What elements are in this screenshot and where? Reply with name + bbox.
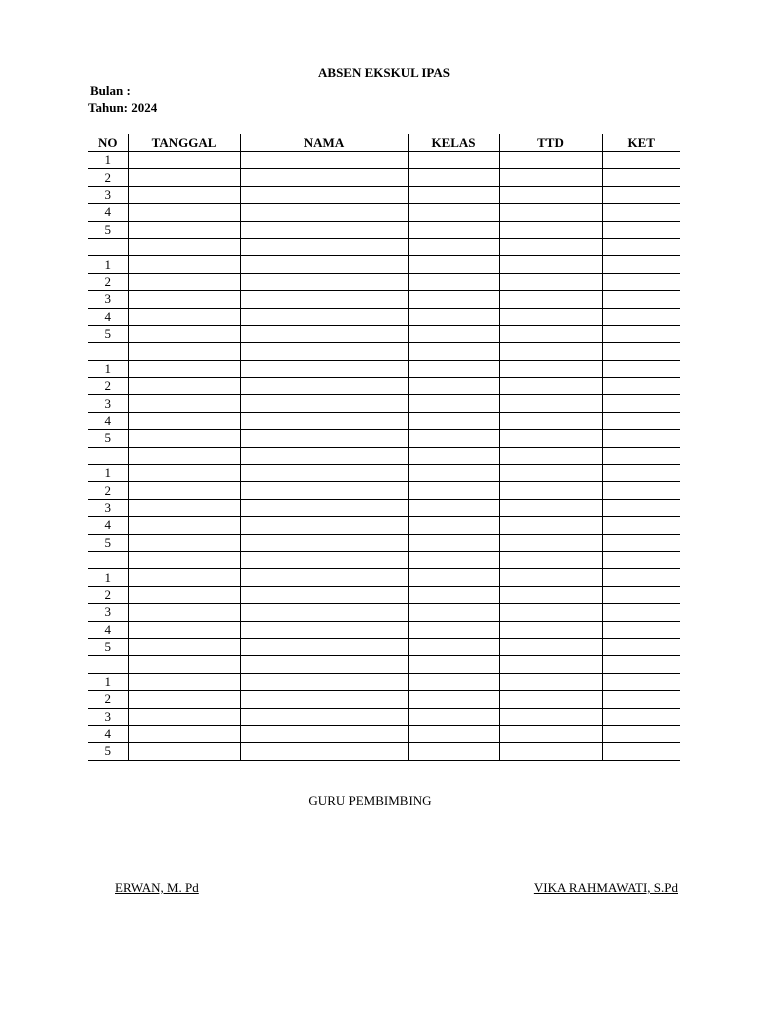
table-row [88,673,680,690]
blank-cell [240,430,408,447]
table-row [88,308,680,325]
blank-cell [88,343,128,360]
attendance-table [88,134,680,761]
blank-cell [240,534,408,551]
blank-cell [408,482,499,499]
blank-cell [602,273,680,290]
blank-cell [499,221,602,238]
blank-cell [499,343,602,360]
blank-cell [602,569,680,586]
table-row [88,186,680,203]
blank-cell [602,725,680,742]
row-number: 4 [88,412,128,429]
blank-cell [499,743,602,760]
blank-cell [408,673,499,690]
blank-cell [128,152,240,169]
row-number: 1 [88,360,128,377]
row-number: 1 [88,152,128,169]
row-number: 5 [88,221,128,238]
row-number: 5 [88,430,128,447]
blank-cell [408,638,499,655]
blank-cell [499,186,602,203]
blank-cell [602,152,680,169]
spacer-row [88,551,680,568]
blank-cell [602,447,680,464]
blank-cell [128,569,240,586]
blank-cell [408,204,499,221]
blank-cell [499,499,602,516]
spacer-row [88,447,680,464]
blank-cell [240,221,408,238]
blank-cell [499,325,602,342]
row-number: 3 [88,499,128,516]
blank-cell [240,708,408,725]
blank-cell [408,169,499,186]
blank-cell [240,482,408,499]
blank-cell [408,238,499,255]
signer-left: ERWAN, M. Pd [115,880,199,895]
blank-cell [128,534,240,551]
table-row [88,325,680,342]
blank-cell [408,708,499,725]
blank-cell [128,551,240,568]
blank-cell [408,534,499,551]
blank-cell [602,517,680,534]
tahun-value: 2024 [131,100,158,115]
blank-cell [240,673,408,690]
tahun-label: Tahun: [88,100,128,115]
header-ttd: TTD [499,134,602,152]
blank-cell [128,360,240,377]
blank-cell [499,569,602,586]
blank-cell [128,343,240,360]
blank-cell [240,378,408,395]
table-row [88,430,680,447]
row-number: 3 [88,708,128,725]
table-row [88,499,680,516]
blank-cell [499,586,602,603]
blank-cell [408,743,499,760]
blank-cell [499,256,602,273]
blank-cell [240,621,408,638]
blank-cell [408,621,499,638]
blank-cell [602,186,680,203]
table-row [88,482,680,499]
blank-cell [408,273,499,290]
tahun-field [88,100,157,116]
blank-cell [602,656,680,673]
blank-cell [128,447,240,464]
blank-cell [499,638,602,655]
row-number: 4 [88,517,128,534]
blank-cell [602,621,680,638]
blank-cell [499,430,602,447]
blank-cell [240,412,408,429]
row-number: 2 [88,586,128,603]
header-no: NO [88,134,128,152]
blank-cell [240,291,408,308]
header-ket: KET [602,134,680,152]
blank-cell [602,256,680,273]
blank-cell [128,291,240,308]
blank-cell [128,673,240,690]
blank-cell [408,517,499,534]
blank-cell [602,169,680,186]
blank-cell [602,534,680,551]
row-number: 4 [88,621,128,638]
blank-cell [88,447,128,464]
blank-cell [128,482,240,499]
blank-cell [240,447,408,464]
guru-pembimbing-label: GURU PEMBIMBING [308,793,432,808]
table-row [88,604,680,621]
blank-cell [128,169,240,186]
bulan-label: Bulan : [90,83,131,98]
blank-cell [128,708,240,725]
blank-cell [499,673,602,690]
table-row [88,378,680,395]
blank-cell [128,308,240,325]
blank-cell [499,725,602,742]
blank-cell [602,691,680,708]
blank-cell [602,308,680,325]
blank-cell [602,221,680,238]
blank-cell [602,465,680,482]
row-number: 4 [88,308,128,325]
row-number: 3 [88,186,128,203]
blank-cell [408,430,499,447]
blank-cell [408,395,499,412]
blank-cell [240,517,408,534]
blank-cell [128,691,240,708]
row-number: 3 [88,604,128,621]
blank-cell [602,743,680,760]
blank-cell [240,638,408,655]
blank-cell [240,465,408,482]
blank-cell [240,343,408,360]
blank-cell [499,204,602,221]
blank-cell [240,725,408,742]
blank-cell [128,395,240,412]
blank-cell [88,656,128,673]
blank-cell [240,691,408,708]
table-row [88,204,680,221]
blank-cell [408,604,499,621]
blank-cell [602,238,680,255]
table-row [88,621,680,638]
blank-cell [240,169,408,186]
blank-cell [602,291,680,308]
blank-cell [240,604,408,621]
blank-cell [602,586,680,603]
table-row [88,395,680,412]
blank-cell [499,360,602,377]
blank-cell [499,169,602,186]
signer-right: VIKA RAHMAWATI, S.Pd [533,880,678,895]
blank-cell [408,569,499,586]
blank-cell [499,152,602,169]
blank-cell [128,638,240,655]
blank-cell [128,256,240,273]
blank-cell [602,412,680,429]
blank-cell [240,256,408,273]
blank-cell [128,221,240,238]
row-number: 5 [88,638,128,655]
blank-cell [499,395,602,412]
blank-cell [602,604,680,621]
blank-cell [128,465,240,482]
blank-cell [602,343,680,360]
blank-cell [602,708,680,725]
blank-cell [128,725,240,742]
blank-cell [128,273,240,290]
blank-cell [128,743,240,760]
blank-cell [408,447,499,464]
bulan-field [90,83,131,99]
blank-cell [128,204,240,221]
blank-cell [408,586,499,603]
table-row [88,517,680,534]
header-tanggal: TANGGAL [128,134,240,152]
table-row [88,291,680,308]
blank-cell [128,517,240,534]
blank-cell [128,586,240,603]
blank-cell [408,465,499,482]
table-row [88,638,680,655]
blank-cell [602,430,680,447]
blank-cell [240,186,408,203]
blank-cell [499,708,602,725]
blank-cell [602,673,680,690]
blank-cell [602,395,680,412]
blank-cell [240,204,408,221]
blank-cell [602,638,680,655]
row-number: 1 [88,569,128,586]
blank-cell [602,482,680,499]
blank-cell [240,395,408,412]
blank-cell [240,656,408,673]
blank-cell [499,273,602,290]
blank-cell [408,325,499,342]
table-row [88,534,680,551]
blank-cell [408,691,499,708]
blank-cell [499,412,602,429]
blank-cell [602,378,680,395]
table-row [88,725,680,742]
blank-cell [408,152,499,169]
blank-cell [128,412,240,429]
document-title: ABSEN EKSKUL IPAS [318,65,450,80]
attendance-body [88,152,680,761]
blank-cell [240,743,408,760]
blank-cell [128,325,240,342]
blank-cell [240,586,408,603]
blank-cell [408,412,499,429]
blank-cell [240,273,408,290]
blank-cell [408,499,499,516]
spacer-row [88,238,680,255]
blank-cell [499,691,602,708]
blank-cell [408,378,499,395]
blank-cell [499,534,602,551]
row-number: 1 [88,465,128,482]
blank-cell [499,517,602,534]
row-number: 2 [88,378,128,395]
blank-cell [499,604,602,621]
blank-cell [240,308,408,325]
table-row [88,569,680,586]
blank-cell [408,308,499,325]
row-number: 3 [88,395,128,412]
blank-cell [499,621,602,638]
blank-cell [499,378,602,395]
blank-cell [499,656,602,673]
row-number: 2 [88,273,128,290]
row-number: 2 [88,169,128,186]
blank-cell [128,238,240,255]
blank-cell [602,325,680,342]
row-number: 2 [88,691,128,708]
row-number: 1 [88,673,128,690]
table-row [88,691,680,708]
table-row [88,273,680,290]
blank-cell [499,465,602,482]
blank-cell [128,186,240,203]
table-row [88,221,680,238]
row-number: 4 [88,725,128,742]
blank-cell [602,551,680,568]
blank-cell [499,551,602,568]
blank-cell [499,238,602,255]
row-number: 3 [88,291,128,308]
blank-cell [240,325,408,342]
table-row [88,169,680,186]
table-row [88,152,680,169]
table-row [88,743,680,760]
row-number: 5 [88,325,128,342]
blank-cell [128,499,240,516]
table-header-row [88,134,680,152]
blank-cell [128,621,240,638]
blank-cell [408,360,499,377]
row-number: 2 [88,482,128,499]
table-row [88,586,680,603]
header-nama: NAMA [240,134,408,152]
blank-cell [499,447,602,464]
blank-cell [408,256,499,273]
table-row [88,256,680,273]
row-number: 5 [88,534,128,551]
blank-cell [240,499,408,516]
blank-cell [499,308,602,325]
table-row [88,465,680,482]
header-kelas: KELAS [408,134,499,152]
blank-cell [408,551,499,568]
spacer-row [88,343,680,360]
blank-cell [499,482,602,499]
blank-cell [240,569,408,586]
blank-cell [128,378,240,395]
blank-cell [408,291,499,308]
blank-cell [602,204,680,221]
blank-cell [240,551,408,568]
blank-cell [88,551,128,568]
row-number: 5 [88,743,128,760]
blank-cell [88,238,128,255]
blank-cell [128,656,240,673]
blank-cell [602,499,680,516]
blank-cell [240,238,408,255]
blank-cell [408,186,499,203]
row-number: 4 [88,204,128,221]
blank-cell [499,291,602,308]
spacer-row [88,656,680,673]
blank-cell [240,152,408,169]
blank-cell [240,360,408,377]
blank-cell [408,221,499,238]
table-row [88,360,680,377]
blank-cell [408,343,499,360]
blank-cell [408,656,499,673]
table-row [88,412,680,429]
blank-cell [128,430,240,447]
blank-cell [602,360,680,377]
blank-cell [408,725,499,742]
row-number: 1 [88,256,128,273]
blank-cell [128,604,240,621]
table-row [88,708,680,725]
